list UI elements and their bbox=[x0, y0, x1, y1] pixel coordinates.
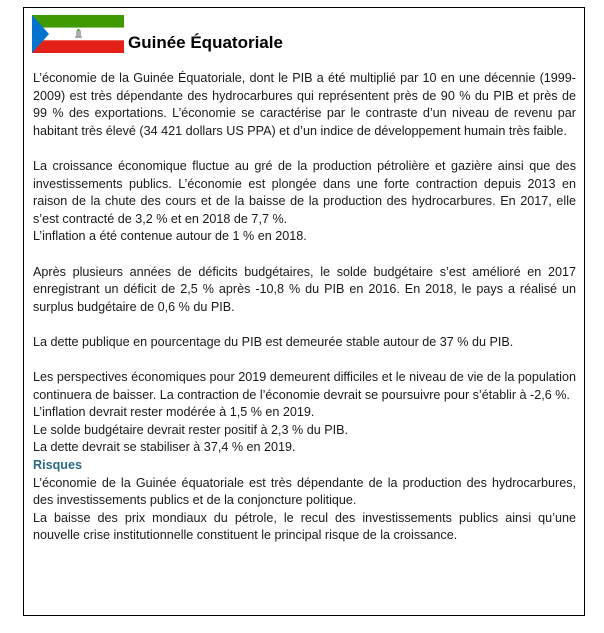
economic-summary bbox=[33, 70, 576, 545]
equatorial-guinea-flag-icon bbox=[32, 15, 124, 53]
paragraph-debt: La dette publique en pourcentage du PIB est demeurée stable autour de 37 % du PIB. bbox=[33, 334, 514, 349]
paragraph-budget: Après plusieurs années de déficits budgétaires, le solde budgétaire s’est amélioré en 2017 enregistrant un déficit de 2,5 % après -10,8 % du PIB en 2016. En 2018, le pays a réalisé un surplus budgétaire de 0,6 % du PIB. bbox=[33, 264, 576, 314]
paragraph-outlook-inflation: L’inflation devrait rester modérée à 1,5 % en 2019. bbox=[33, 405, 315, 420]
paragraph-risk-dependence: L’économie de la Guinée équatoriale est très dépendante de la production des hydrocarbures, des investissements publics et de la conjoncture politique. bbox=[33, 475, 576, 508]
paragraph-outlook: Les perspectives économiques pour 2019 demeurent difficiles et le niveau de vie de la population continuera de baisser. La contraction de l’économie devrait se poursuivre pour s’établir à -2,6 %. bbox=[33, 370, 576, 402]
country-card bbox=[23, 7, 585, 616]
paragraph-inflation: L’inflation a été contenue autour de 1 % en 2018. bbox=[33, 229, 307, 244]
page-title: Guinée Équatoriale bbox=[128, 33, 283, 52]
paragraph-outlook-debt: La dette devrait se stabiliser à 37,4 % en 2019. bbox=[33, 440, 296, 455]
paragraph-outlook-budget: Le solde budgétaire devrait rester positif à 2,3 % du PIB. bbox=[33, 422, 349, 437]
paragraph-risk-oil: La baisse des prix mondiaux du pétrole, le recul des investissements publics ainsi qu’une nouvelle crise institutionnelle constituent le principal risque de la croissance. bbox=[33, 510, 576, 543]
paragraph-growth: La croissance économique fluctue au gré de la production pétrolière et gazière ainsi que des investissements publics. L’économie est plongée dans une forte contraction depuis 2013 en raison de la chute des cours et de la baisse de la production des hydrocarbures. En 2017, elle s’est contracté de 3,2 % et en 2018 de 7,7 %. bbox=[33, 158, 576, 226]
risks-heading: Risques bbox=[33, 458, 82, 473]
paragraph-overview: L’économie de la Guinée Équatoriale, dont le PIB a été multiplié par 10 en une décennie (1999-2009) est très dépendante des hydrocarbures qui représentent près de 90 % du PIB et près de 99 % des exportations. L’économie se caractérise par le contraste d’un niveau de revenu par habitant très élevé (34 421 dollars US PPA) et d’un indice de développement humain très faible. bbox=[33, 71, 576, 138]
